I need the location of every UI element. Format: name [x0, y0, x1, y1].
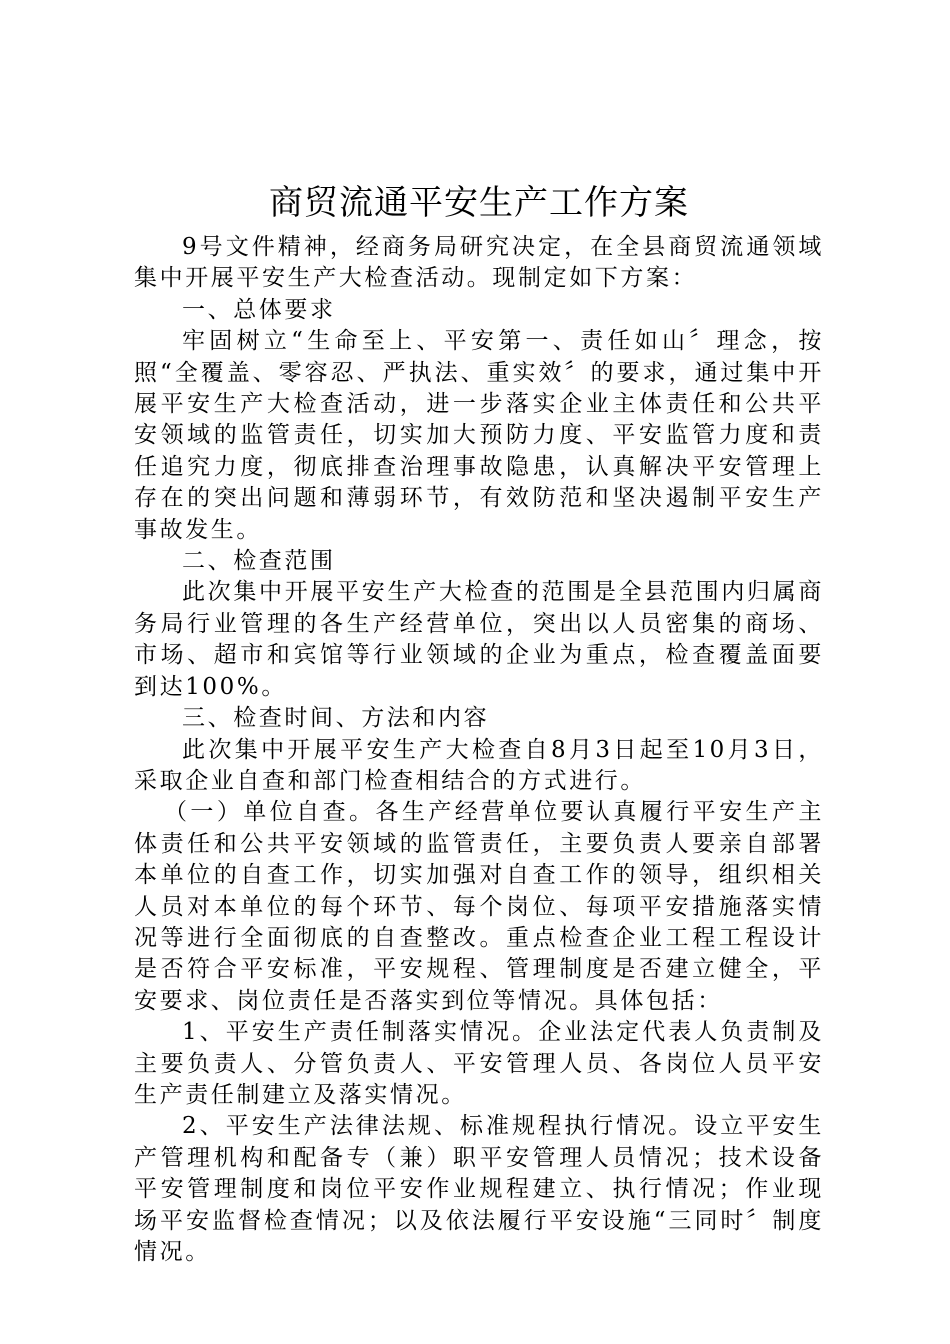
- item-1-paragraph: 1、平安生产责任制落实情况。企业法定代表人负责制及主要负责人、分管负责人、平安管理人员、各岗位人员平安生产责任制建立及落实情况。: [134, 1019, 824, 1108]
- document-body: [134, 232, 824, 1268]
- section-heading-inspection-scope: 二、检查范围: [182, 548, 336, 575]
- intro-paragraph: 9号文件精神，经商务局研究决定，在全县商贸流通领域集中开展平安生产大检查活动。现制定如下方案：: [134, 234, 824, 292]
- self-inspection-paragraph: （一）单位自查。各生产经营单位要认真履行平安生产主体责任和公共平安领域的监管责任，主要负责人要亲自部署本单位的自查工作，切实加强对自查工作的领导，组织相关人员对本单位的每个环节、每个岗位、每项平安措施落实情况等进行全面彻底的自查整改。重点检查企业工程工程设计是否符合平安标准，平安规程、管理制度是否建立健全，平安要求、岗位责任是否落实到位等情况。具体包括：: [134, 799, 824, 1014]
- general-requirements-paragraph: 牢固树立“生命至上、平安第一、责任如山〞理念，按照“全覆盖、零容忍、严执法、重实效〞的要求，通过集中开展平安生产大检查活动，进一步落实企业主体责任和公共平安领域的监管责任，切实加大预防力度、平安监管力度和责任追究力度，彻底排查治理事故隐患，认真解决平安管理上存在的突出问题和薄弱环节，有效防范和坚决遏制平安生产事故发生。: [134, 328, 824, 543]
- section-heading-general-requirements: 一、总体要求: [182, 296, 336, 323]
- inspection-scope-paragraph: 此次集中开展平安生产大检查的范围是全县范围内归属商务局行业管理的各生产经营单位，突出以人员密集的商场、市场、超市和宾馆等行业领域的企业为重点，检查覆盖面要到达100%。: [134, 579, 824, 700]
- inspection-time-paragraph: 此次集中开展平安生产大检查自8月3日起至10月3日，采取企业自查和部门检查相结合的方式进行。: [134, 736, 824, 794]
- document-title: 商贸流通平安生产工作方案: [269, 183, 689, 223]
- section-heading-inspection-time-method: 三、检查时间、方法和内容: [182, 705, 490, 732]
- item-2-paragraph: 2、平安生产法律法规、标准规程执行情况。设立平安生产管理机构和配备专（兼）职平安管理人员情况；技术设备平安管理制度和岗位平安作业规程建立、执行情况；作业现场平安监督检查情况；以及依法履行平安设施“三同时〞制度情况。: [134, 1113, 824, 1265]
